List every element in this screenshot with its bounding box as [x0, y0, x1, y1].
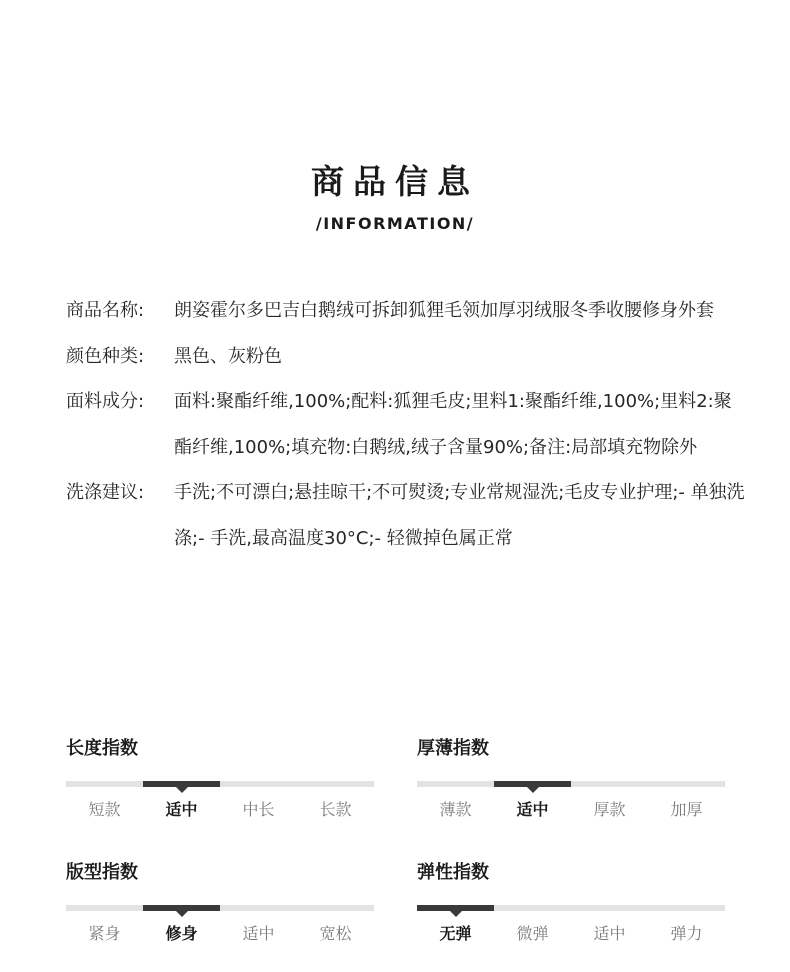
product-info-list — [66, 288, 746, 561]
info-value-fabric: 面料:聚酯纤维,100%;配料:狐狸毛皮;里料1:聚酯纤维,100%;里料2:聚酯纤维,100%;填充物:白鹅绒,绒子含量90%;备注:局部填充物除外 — [174, 391, 732, 458]
info-label-name: 商品名称: — [66, 300, 145, 321]
length-index-track — [66, 781, 374, 787]
info-row-fabric — [66, 379, 746, 470]
section-title: 商品信息 — [311, 162, 479, 201]
thickness-index-title: 厚薄指数 — [417, 738, 489, 759]
length-option: 短款 — [88, 800, 121, 819]
length-option: 长款 — [319, 800, 352, 819]
info-value-wash: 手洗;不可漂白;悬挂晾干;不可熨烫;专业常规湿洗;毛皮专业护理;- 单独洗涤;- 手洗,最高温度30°C;- 轻微掉色属正常 — [174, 482, 745, 549]
info-label-color: 颜色种类: — [66, 345, 145, 367]
elasticity-index-marker — [417, 905, 494, 911]
length-index-options — [66, 800, 374, 820]
elasticity-index — [417, 861, 725, 944]
section-subtitle: /INFORMATION/ — [315, 214, 475, 233]
length-option: 适中 — [165, 800, 198, 819]
fit-index-title: 版型指数 — [66, 862, 138, 883]
info-value-name: 朗姿霍尔多巴吉白鹅绒可拆卸狐狸毛领加厚羽绒服冬季收腰修身外套 — [174, 300, 714, 321]
info-row-name — [66, 288, 746, 334]
info-value-color: 黑色、灰粉色 — [174, 345, 282, 367]
fit-index-track — [66, 905, 374, 911]
info-row-wash — [66, 470, 746, 561]
elasticity-index-title: 弹性指数 — [417, 862, 489, 883]
elasticity-index-options — [417, 924, 725, 944]
thickness-option: 厚款 — [593, 800, 626, 819]
fit-index-marker — [143, 905, 220, 911]
fit-option: 宽松 — [319, 924, 352, 943]
elasticity-index-track — [417, 905, 725, 911]
length-index-marker — [143, 781, 220, 787]
fit-option: 紧身 — [88, 924, 121, 943]
thickness-index-options — [417, 800, 725, 820]
elasticity-option: 无弹 — [439, 924, 472, 943]
thickness-option: 适中 — [516, 800, 549, 819]
info-row-color — [66, 334, 746, 380]
thickness-option: 加厚 — [670, 800, 703, 819]
thickness-index-marker — [494, 781, 571, 787]
elasticity-option: 弹力 — [670, 924, 703, 943]
fit-option: 适中 — [242, 924, 275, 943]
thickness-index — [417, 737, 725, 820]
thickness-option: 薄款 — [439, 800, 472, 819]
length-option: 中长 — [242, 800, 275, 819]
info-label-fabric: 面料成分: — [66, 391, 145, 412]
thickness-index-track — [417, 781, 725, 787]
elasticity-option: 适中 — [593, 924, 626, 943]
elasticity-option: 微弹 — [516, 924, 549, 943]
fit-index — [66, 861, 374, 944]
fit-index-options — [66, 924, 374, 944]
length-index — [66, 737, 374, 820]
info-label-wash: 洗涤建议: — [66, 482, 145, 503]
fit-option: 修身 — [165, 924, 198, 943]
length-index-title: 长度指数 — [66, 738, 138, 759]
